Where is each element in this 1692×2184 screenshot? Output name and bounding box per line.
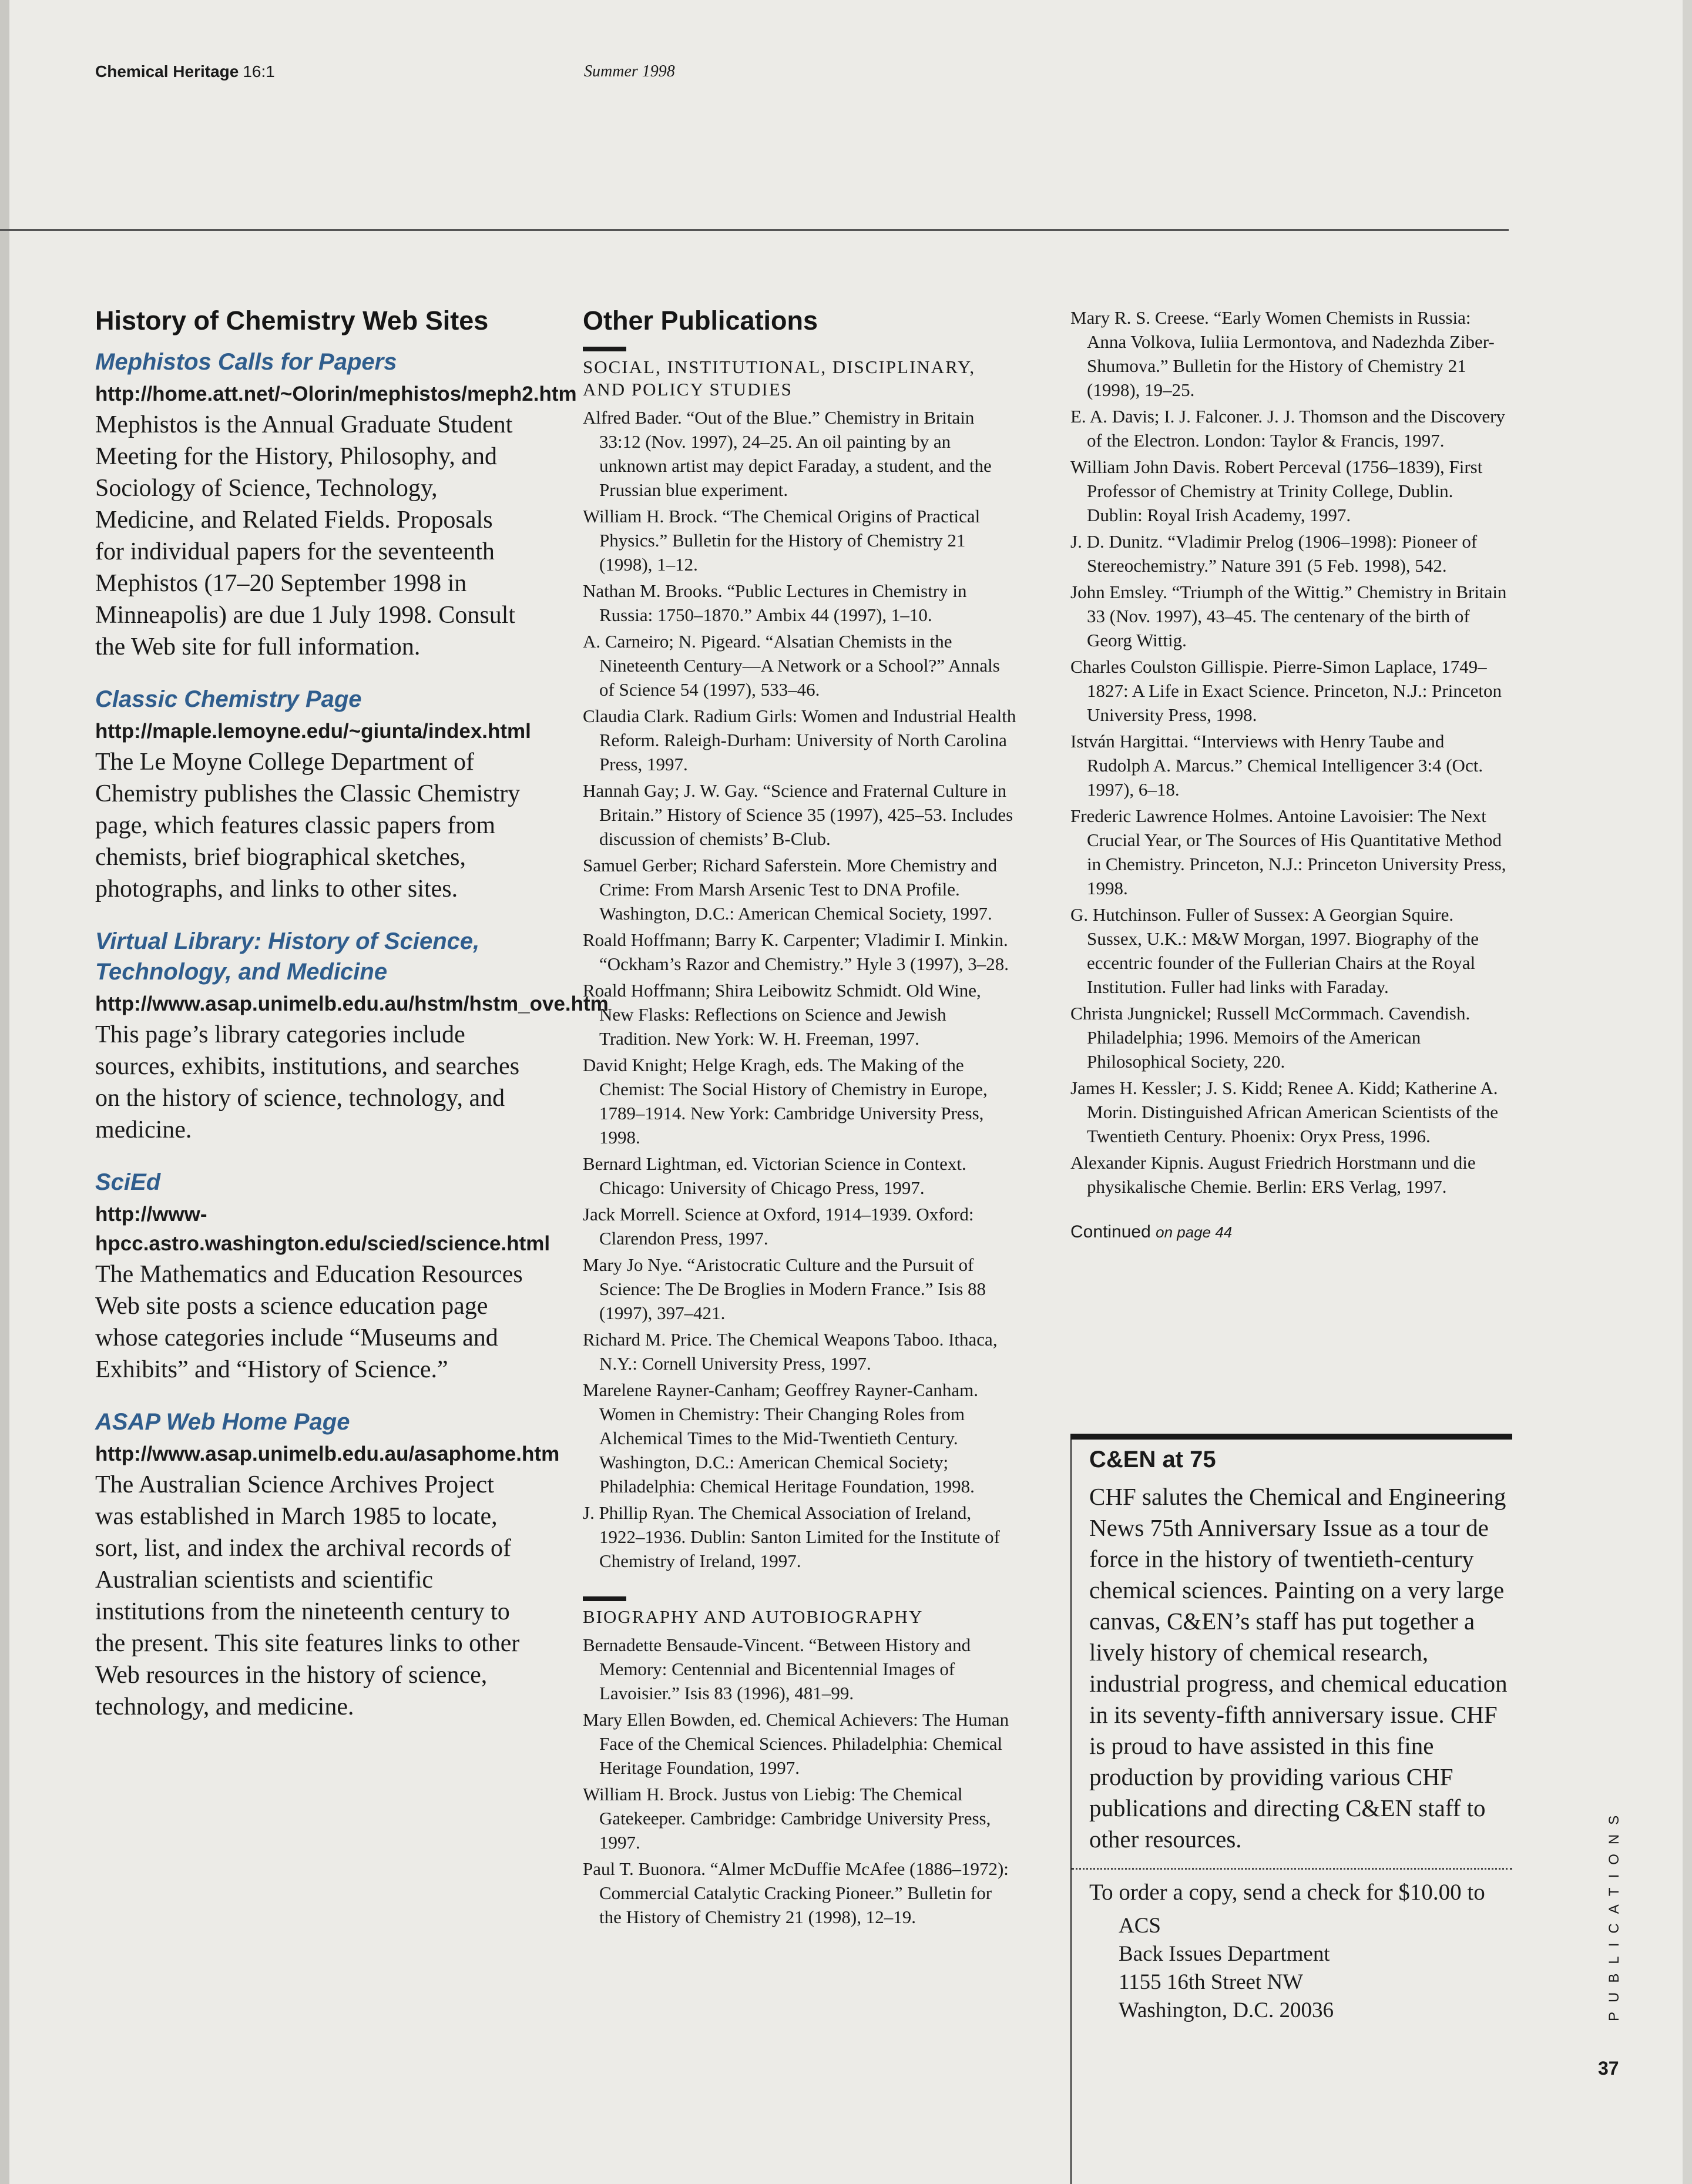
entry-author: Mary Jo Nye. (583, 1254, 683, 1275)
entry-author: David Knight; Helge Kragh, eds. (583, 1055, 824, 1075)
entry-citation: “Science and Fraternal Culture in Britain.” History of Science 35 (1997), 425–53. Includes discussion of chemists’ B-Club. (599, 780, 1013, 849)
bibliography-entry (583, 1152, 1018, 1200)
bibliography-entry (1070, 580, 1511, 652)
biography-heading: BIOGRAPHY AND AUTOBIOGRAPHY (583, 1606, 924, 1627)
order-text: To order a copy, send a check for $10.00 to (1089, 1880, 1485, 1905)
entry-citation: Victorian Science in Context. Chicago: University of Chicago Press, 1997. (599, 1153, 966, 1198)
entry-author: Alexander Kipnis. (1070, 1152, 1204, 1173)
bibliography-entry (1070, 529, 1511, 578)
website-description: The Le Moyne College Department of Chemistry publishes the Classic Chemistry page, which features classic papers from chemists, brief biographical sketches, photographs, and links to other sites. (95, 749, 521, 903)
website-entry (95, 684, 531, 905)
box-title: C&EN at 75 (1089, 1447, 1216, 1472)
website-description: Mephistos is the Annual Graduate Student Meeting for the History, Philosophy, and Sociology of Science, Technology, Medicine, and Related Fields. Proposals for individual papers for the seventeenth Mephistos (17–20 September 1998 in Minneapolis) are due 1 July 1998. Consult the Web site for full information. (95, 411, 516, 660)
entry-citation: Radium Girls: Women and Industrial Health Reform. Raleigh-Durham: University of North Carolina Press, 1997. (599, 706, 1016, 774)
bibliography-entry (1070, 903, 1511, 999)
entry-author: J. Phillip Ryan. (583, 1502, 694, 1523)
entry-citation: “Interviews with Henry Taube and Rudolph A. Marcus.” Chemical Intelligencer 3:4 (Oct. 1997), 6–18. (1087, 731, 1483, 800)
bibliography-entry (583, 1327, 1018, 1376)
bibliography-entry (583, 779, 1018, 851)
entry-author: Mary R. S. Creese. (1070, 307, 1209, 328)
box-rule (1070, 1434, 1512, 1440)
entry-citation: Justus von Liebig: The Chemical Gatekeeper. Cambridge: Cambridge University Press, 1997. (599, 1784, 991, 1853)
websites-column (95, 306, 609, 1744)
website-entry (95, 1167, 550, 1385)
website-title: Virtual Library: History of Science, Technology, and Medicine (95, 928, 480, 985)
entry-citation: “Early Women Chemists in Russia: Anna Volkova, Iuliia Lermontova, and Nadezhda Ziber-Shumova.” Bulletin for the History of Chemistry 21 (1998), 19–25. (1087, 307, 1495, 400)
bibliography-entry (583, 1501, 1018, 1573)
entry-citation: “Public Lectures in Chemistry in Russia: 1750–1870.” Ambix 44 (1997), 1–10. (599, 581, 967, 625)
box-text: CHF salutes the Chemical and Engineering News 75th Anniversary Issue as a tour de force in the history of twentieth-century chemical sciences. Painting on a very large canvas, C&EN’s staff has put together a lively history of chemical research, industrial progress, and chemical education in its seventy-fifth anniversary issue. CHF is proud to have assisted in this fine production by providing various CHF publications and directing C&EN staff to other resources. (1089, 1483, 1508, 1853)
publications-column-continued (1070, 306, 1511, 1242)
website-title: Classic Chemistry Page (95, 686, 362, 712)
website-description: The Mathematics and Education Resources Web site posts a science education page whose categories include “Museums and Exhibits” and “History of Science.” (95, 1261, 523, 1383)
entry-citation: The Chemical Association of Ireland, 1922–1936. Dublin: Santon Limited for the Institute of Chemistry of Ireland, 1997. (599, 1502, 1000, 1571)
entry-author: Marelene Rayner-Canham; Geoffrey Rayner-Canham. (583, 1380, 979, 1400)
page-number: 37 (1598, 2058, 1619, 2079)
journal-issue: 16:1 (243, 62, 275, 80)
bibliography-entry (1070, 455, 1511, 527)
entry-author: Mary Ellen Bowden, ed. (583, 1709, 761, 1730)
bibliography-entry (583, 579, 1018, 627)
entry-citation: The Making of the Chemist: The Social History of Chemistry in Europe, 1789–1914. New York: Cambridge University Press, 1998. (599, 1055, 988, 1148)
dotted-divider (1072, 1868, 1512, 1870)
entry-author: William H. Brock. (583, 1784, 718, 1804)
bibliography-entry (583, 1857, 1018, 1929)
entry-author: William H. Brock. (583, 506, 718, 526)
entry-author: A. Carneiro; N. Pigeard. (583, 631, 761, 652)
website-description: The Australian Science Archives Project was established in March 1985 to locate, sort, list, and index the archival records of Australian scientists and scientific institutions from the nineteenth century to the present. This site features links to other Web resources in the history of science, technology, and medicine. (95, 1471, 520, 1720)
header-rule (0, 229, 1509, 231)
entry-author: Charles Coulston Gillispie. (1070, 656, 1268, 677)
entry-author: James H. Kessler; J. S. Kidd; Renee A. Kidd; Katherine A. Morin. (1070, 1078, 1498, 1122)
cen-sidebar-box (1070, 1434, 1512, 2184)
entry-citation: Robert Perceval (1756–1839), First Professor of Chemistry at Trinity College, Dublin. Dublin: Royal Irish Academy, 1997. (1087, 457, 1483, 525)
bibliography-entry (583, 853, 1018, 925)
continued-label: Continued (1070, 1222, 1151, 1242)
biography-list-continued (1070, 306, 1511, 1199)
websites-title: History of Chemistry Web Sites (95, 306, 489, 336)
entry-citation: Old Wine, New Flasks: Reflections on Science and Jewish Tradition. New York: W. H. Freeman, 1997. (599, 980, 981, 1049)
entry-citation: “Between History and Memory: Centennial and Bicentennial Images of Lavoisier.” Isis 83 (1996), 481–99. (599, 1635, 971, 1703)
bibliography-entry (1070, 1076, 1511, 1148)
entry-citation: The Chemical Weapons Taboo. Ithaca, N.Y.: Cornell University Press, 1997. (599, 1329, 998, 1374)
entry-author: Nathan M. Brooks. (583, 581, 723, 601)
entry-author: William John Davis. (1070, 457, 1220, 477)
bibliography-entry (583, 1253, 1018, 1325)
social-studies-heading: SOCIAL, INSTITUTIONAL, DISCIPLINARY, AND POLICY STUDIES (583, 357, 976, 400)
continued-page: on page 44 (1156, 1223, 1233, 1241)
biography-list (583, 1633, 1018, 1929)
entry-citation: “Almer McDuffie McAfee (1886–1972): Commercial Catalytic Cracking Pioneer.” Bulletin for the History of Chemistry 21 (1998), 12–19. (599, 1858, 1009, 1927)
bibliography-entry (1070, 804, 1511, 900)
entry-author: Alfred Bader. (583, 407, 682, 428)
entry-citation: Cavendish. Philadelphia; 1996. Memoirs of the American Philosophical Society, 220. (1087, 1003, 1471, 1072)
section-label (1606, 1769, 1627, 2021)
bibliography-entry (1070, 1001, 1511, 1073)
section-label-text: PUBLICATIONS (1606, 1806, 1622, 2021)
entry-author: Richard M. Price. (583, 1329, 713, 1350)
entry-citation: “The Chemical Origins of Practical Physics.” Bulletin for the History of Chemistry 21 (1998), 1–12. (599, 506, 981, 575)
entry-citation: Fuller of Sussex: A Georgian Squire. Sussex, U.K.: M&W Morgan, 1997. Biography of the eccentric founder of the Fullerian Chairs at the Royal Institution. Fuller had links with Faraday. (1087, 904, 1479, 997)
entry-citation: August Friedrich Horstmann und die physikalische Chemie. Berlin: ERS Verlag, 1997. (1087, 1152, 1476, 1197)
entry-citation: More Chemistry and Crime: From Marsh Arsenic Test to DNA Profile. Washington, D.C.: American Chemical Society, 1997. (599, 855, 998, 924)
website-title: ASAP Web Home Page (95, 1409, 350, 1435)
entry-author: Bernadette Bensaude-Vincent. (583, 1635, 804, 1655)
bibliography-entry (1070, 404, 1511, 452)
address-line: 1155 16th Street NW (1119, 1970, 1304, 1994)
entry-author: E. A. Davis; I. J. Falconer. (1070, 406, 1263, 427)
address-line: Back Issues Department (1119, 1942, 1330, 1966)
entry-author: G. Hutchinson. (1070, 904, 1181, 925)
address-line: Washington, D.C. 20036 (1119, 1998, 1334, 2022)
entry-citation: “Triumph of the Wittig.” Chemistry in Britain 33 (Nov. 1997), 43–45. The centenary of the birth of Georg Wittig. (1087, 582, 1507, 650)
entry-author: Samuel Gerber; Richard Saferstein. (583, 855, 842, 875)
bibliography-entry (1070, 655, 1511, 727)
bibliography-entry (1070, 1150, 1511, 1199)
bibliography-entry (583, 1782, 1018, 1854)
website-entry (95, 1407, 560, 1723)
issue-season: Summer 1998 (584, 62, 675, 80)
website-url[interactable]: http://home.att.net/~Olorin/mephistos/meph2.htm (95, 383, 577, 405)
bibliography-entry (583, 1633, 1018, 1705)
continued-note (1070, 1222, 1511, 1242)
bibliography-entry (583, 1202, 1018, 1250)
bibliography-entry (583, 1053, 1018, 1149)
scan-edge-right (1683, 0, 1692, 2184)
entry-author: Hannah Gay; J. W. Gay. (583, 780, 758, 801)
bibliography-entry (583, 704, 1018, 776)
order-address (1089, 1912, 1512, 2025)
subsection-bar (583, 1596, 626, 1601)
bibliography-entry (583, 928, 1018, 976)
bibliography-entry (583, 1378, 1018, 1498)
subsection-bar (583, 347, 626, 351)
entry-citation: Antoine Lavoisier: The Next Crucial Year, or The Sources of His Quantitative Method in Chemistry. Princeton, N.J.: Princeton University Press, 1998. (1087, 806, 1506, 898)
entry-author: J. D. Dunitz. (1070, 531, 1163, 552)
bibliography-entry (583, 405, 1018, 502)
entry-citation: “Vladimir Prelog (1906–1998): Pioneer of Stereochemistry.” Nature 391 (5 Feb. 1998), 542. (1087, 531, 1478, 576)
website-description: This page’s library categories include sources, exhibits, institutions, and searches on the history of science, technology, and medicine. (95, 1021, 520, 1143)
bibliography-entry (1070, 729, 1511, 801)
publications-title: Other Publications (583, 306, 818, 336)
page-header (95, 62, 675, 82)
entry-author: John Emsley. (1070, 582, 1168, 602)
address-line: ACS (1119, 1914, 1161, 1938)
entry-author: Paul T. Buonora. (583, 1858, 706, 1879)
website-url[interactable]: http://www-hpcc.astro.washington.edu/scied/science.html (95, 1203, 550, 1255)
entry-citation: “Out of the Blue.” Chemistry in Britain 33:12 (Nov. 1997), 24–25. An oil painting by an unknown artist may depict Faraday, a student, and the Prussian blue experiment. (599, 407, 992, 500)
entry-author: Jack Morrell. (583, 1204, 680, 1224)
entry-citation: Chemical Achievers: The Human Face of the Chemical Sciences. Philadelphia: Chemical Heritage Foundation, 1997. (599, 1709, 1009, 1778)
website-url[interactable]: http://www.asap.unimelb.edu.au/hstm/hstm_ove.htm (95, 992, 609, 1015)
bibliography-entry (583, 1707, 1018, 1780)
website-title: SciEd (95, 1169, 161, 1195)
entry-citation: Distinguished African American Scientists of the Twentieth Century. Phoenix: Oryx Press, 1996. (1087, 1102, 1498, 1146)
website-url[interactable]: http://maple.lemoyne.edu/~giunta/index.html (95, 720, 531, 743)
entry-citation: Science at Oxford, 1914–1939. Oxford: Clarendon Press, 1997. (599, 1204, 974, 1249)
entry-author: Bernard Lightman, ed. (583, 1153, 748, 1174)
entry-citation: Pierre-Simon Laplace, 1749–1827: A Life in Exact Science. Princeton, N.J.: Princeton University Press, 1998. (1087, 656, 1502, 725)
social-studies-list (583, 405, 1018, 1573)
entry-author: Roald Hoffmann; Barry K. Carpenter; Vladimir I. Minkin. (583, 930, 1008, 950)
bibliography-entry (1070, 306, 1511, 402)
publications-column (583, 306, 1018, 1952)
bibliography-entry (583, 504, 1018, 576)
website-entry (95, 347, 577, 663)
entry-citation: J. J. Thomson and the Discovery of the Electron. London: Taylor & Francis, 1997. (1087, 406, 1505, 451)
entry-citation: “Aristocratic Culture and the Pursuit of Science: The De Broglies in Modern France.” Isis 88 (1997), 397–421. (599, 1254, 986, 1323)
entry-citation: “Alsatian Chemists in the Nineteenth Century—A Network or a School?” Annals of Science 54 (1997), 533–46. (599, 631, 1000, 700)
entry-author: Roald Hoffmann; Shira Leibowitz Schmidt. (583, 980, 902, 1001)
entry-author: Frederic Lawrence Holmes. (1070, 806, 1274, 826)
entry-author: Claudia Clark. (583, 706, 689, 726)
bibliography-entry (583, 978, 1018, 1051)
entry-citation: “Ockham’s Razor and Chemistry.” Hyle 3 (1997), 3–28. (599, 954, 1009, 974)
website-title: Mephistos Calls for Papers (95, 349, 397, 375)
entry-citation: Women in Chemistry: Their Changing Roles from Alchemical Times to the Mid-Twentieth Century. Washington, D.C.: American Chemical Society; Philadelphia: Chemical Heritage Foundation, 1998. (599, 1404, 975, 1497)
scan-edge-left (0, 0, 9, 2184)
bibliography-entry (583, 629, 1018, 702)
journal-name: Chemical Heritage (95, 62, 239, 80)
website-url[interactable]: http://www.asap.unimelb.edu.au/asaphome.htm (95, 1442, 560, 1465)
entry-author: István Hargittai. (1070, 731, 1189, 752)
website-entry (95, 926, 609, 1146)
entry-author: Christa Jungnickel; Russell McCormmach. (1070, 1003, 1384, 1024)
